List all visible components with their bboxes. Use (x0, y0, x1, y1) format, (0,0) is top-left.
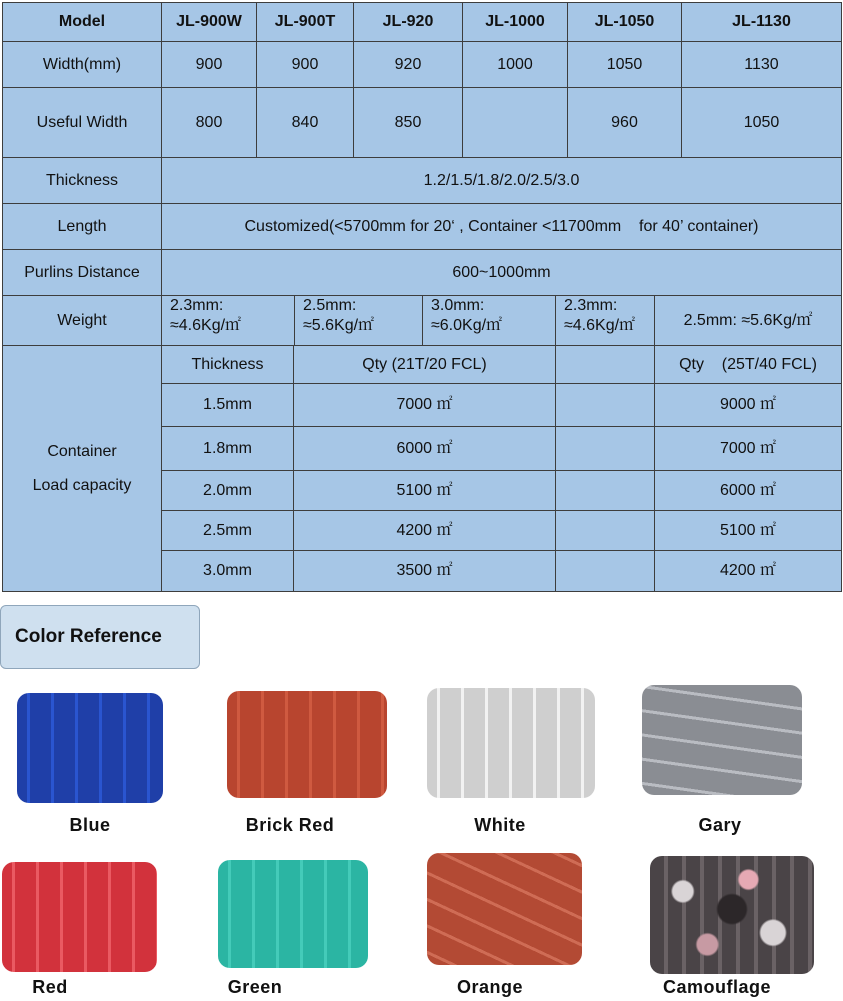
capacity-row-qty20: 4200 ㎡ (396, 521, 453, 539)
weight-amount: ≈4.6Kg/㎡ (170, 317, 242, 334)
thickness-label: Thickness (45, 171, 119, 189)
capacity-row-qty20: 6000 ㎡ (396, 439, 453, 457)
weight-thickness: 2.5mm: (303, 297, 357, 314)
color-swatch-label: Camouflage (662, 977, 772, 997)
weight-value-last: 2.5mm: ≈5.6Kg/㎡ (683, 311, 813, 329)
capacity-row-qty40: 5100 ㎡ (719, 521, 777, 539)
capacity-row-thickness: 2.5mm (203, 521, 252, 539)
color-swatch (17, 693, 163, 803)
width-value: 1130 (744, 55, 779, 73)
color-reference-heading: Color Reference (0, 605, 200, 669)
capacity-row-blank (556, 384, 654, 426)
capacity-row-blank (556, 471, 654, 510)
capacity-row-thickness: 3.0mm (203, 562, 252, 579)
useful-width-value: 850 (394, 113, 422, 131)
color-swatch-label: Blue (69, 815, 111, 835)
color-swatch-label: Red (32, 977, 68, 997)
weight-value (295, 296, 422, 345)
useful-width-value: 840 (291, 113, 319, 131)
header-model-6: JL-1130 (732, 13, 791, 30)
width-value: 900 (195, 55, 223, 73)
capacity-col-thickness: Thickness (191, 355, 264, 373)
color-swatch-label: Gary (698, 815, 742, 835)
spec-table (2, 2, 842, 592)
capacity-label-line2: Load capacity (32, 476, 132, 494)
length-label: Length (57, 217, 107, 235)
weight-value (162, 296, 294, 345)
color-swatch-label: Orange (456, 977, 524, 997)
capacity-label (3, 346, 161, 591)
capacity-col-qty40: Qty (25T/40 FCL) (679, 355, 817, 373)
capacity-row-thickness: 2.0mm (203, 481, 252, 499)
weight-thickness: 2.3mm: (564, 297, 618, 314)
weight-amount: ≈6.0Kg/㎡ (431, 317, 503, 334)
header-model-2: JL-900T (274, 13, 336, 30)
useful-width-label: Useful Width (36, 113, 128, 131)
capacity-row-blank (556, 511, 654, 550)
color-swatch (218, 860, 368, 968)
capacity-row-qty20: 3500 ㎡ (396, 562, 453, 579)
color-swatch (2, 862, 157, 972)
capacity-row-thickness: 1.5mm (203, 396, 252, 413)
color-swatch-label: Green (227, 977, 283, 997)
color-swatch (427, 688, 595, 798)
width-value: 1000 (497, 55, 533, 73)
weight-thickness: 3.0mm: (431, 297, 485, 314)
length-value: Customized(<5700mm for 20‘ , Container <11700mm for 40’ container) (244, 217, 759, 235)
weight-thickness: 2.3mm: (170, 297, 224, 314)
width-value: 920 (394, 55, 422, 73)
capacity-row-blank (556, 427, 654, 470)
header-model-5: JL-1050 (594, 13, 655, 30)
color-swatch (650, 856, 814, 974)
useful-width-value (463, 88, 567, 157)
weight-amount: ≈4.6Kg/㎡ (564, 317, 636, 334)
color-swatch-label: White (474, 815, 526, 835)
header-model-3: JL-920 (382, 13, 434, 30)
color-swatch (227, 691, 387, 798)
capacity-row-qty40: 7000 ㎡ (719, 439, 777, 457)
header-model-1: JL-900W (176, 13, 242, 30)
weight-value (423, 296, 555, 345)
purlins-label: Purlins Distance (24, 263, 140, 281)
header-model-4: JL-1000 (485, 13, 545, 30)
purlins-value: 600~1000mm (452, 263, 551, 281)
weight-value (556, 296, 654, 345)
width-label: Width(mm) (42, 55, 122, 73)
color-swatch (642, 685, 802, 795)
capacity-row-qty20: 5100 ㎡ (396, 481, 453, 499)
useful-width-value: 960 (611, 113, 638, 131)
capacity-row-thickness: 1.8mm (203, 439, 252, 457)
header-model: Model (58, 13, 106, 30)
capacity-row-blank (556, 551, 654, 591)
thickness-value: 1.2/1.5/1.8/2.0/2.5/3.0 (423, 171, 580, 189)
capacity-row-qty40: 9000 ㎡ (719, 396, 777, 413)
capacity-col-qty20: Qty (21T/20 FCL) (362, 355, 487, 373)
color-swatch-label: Brick Red (245, 815, 335, 835)
color-swatch (427, 853, 582, 965)
useful-width-value: 800 (195, 113, 223, 131)
capacity-row-qty40: 4200 ㎡ (719, 562, 777, 579)
weight-label: Weight (57, 311, 107, 329)
useful-width-value: 1050 (743, 113, 780, 131)
width-value: 1050 (606, 55, 643, 73)
capacity-row-qty20: 7000 ㎡ (396, 396, 453, 413)
weight-amount: ≈5.6Kg/㎡ (303, 317, 375, 334)
capacity-row-qty40: 6000 ㎡ (719, 481, 777, 499)
capacity-label-line1: Container (47, 442, 117, 460)
capacity-col-blank (556, 346, 654, 383)
width-value: 900 (291, 55, 319, 73)
